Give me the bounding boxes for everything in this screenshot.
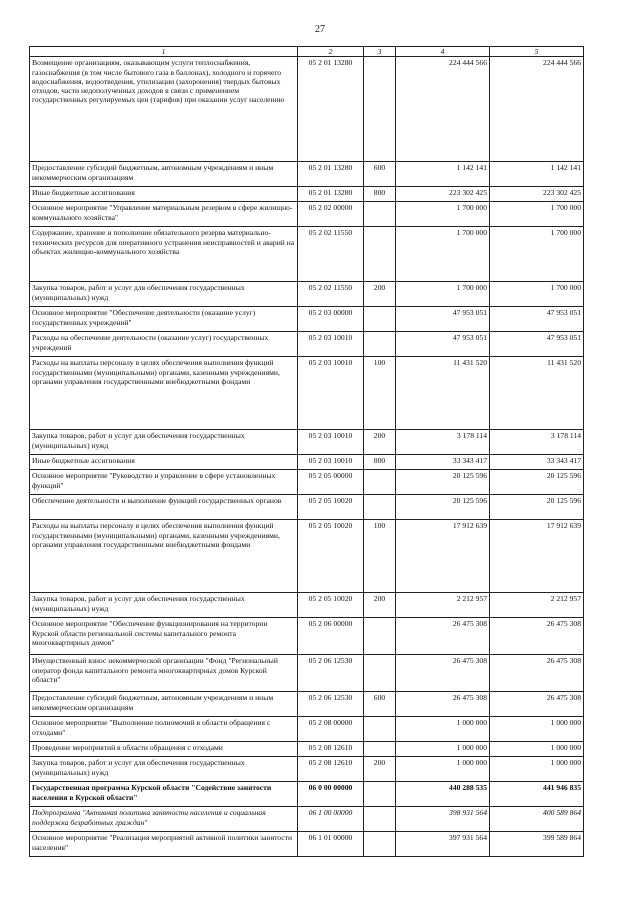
row-name-cell: Закупка товаров, работ и услуг для обеспечения государственных (муниципальных) нужд xyxy=(30,593,298,618)
row-type-cell xyxy=(364,618,396,655)
row-amount-2-cell: 223 302 425 xyxy=(490,187,584,202)
row-amount-1-cell: 397 931 564 xyxy=(396,832,490,857)
table-row xyxy=(30,57,584,162)
row-amount-2-cell: 1 000 000 xyxy=(490,757,584,782)
table-row xyxy=(30,470,584,495)
row-type-cell xyxy=(364,57,396,162)
row-type-cell xyxy=(364,332,396,357)
row-name-cell: Расходы на обеспечение деятельности (оказание услуг) государственных учреждений xyxy=(30,332,298,357)
row-amount-1-cell: 47 953 051 xyxy=(396,307,490,332)
row-type-cell xyxy=(364,807,396,832)
row-code-cell: 05 2 03 10010 xyxy=(298,357,364,430)
row-code-cell: 05 2 06 12530 xyxy=(298,655,364,692)
row-code-cell: 06 0 00 00000 xyxy=(298,782,364,807)
column-header-type: 3 xyxy=(364,47,396,57)
table-row xyxy=(30,832,584,857)
row-type-cell: 200 xyxy=(364,430,396,455)
row-name-cell: Расходы на выплаты персоналу в целях обеспечения выполнения функций государственными (муниципальными) органами, казенными учреждениями, органами управления государственными внебюджетными фондами xyxy=(30,520,298,593)
row-type-cell xyxy=(364,717,396,742)
page-number: 27 xyxy=(315,24,325,35)
row-amount-2-cell: 47 953 051 xyxy=(490,332,584,357)
row-code-cell: 05 2 02 00000 xyxy=(298,202,364,227)
row-name-cell: Основное мероприятие "Обеспечение функционирования на территории Курской области региональной системы капитального ремонта многоквартирных домов" xyxy=(30,618,298,655)
row-type-cell: 100 xyxy=(364,357,396,430)
row-amount-1-cell: 17 912 639 xyxy=(396,520,490,593)
row-name-cell: Расходы на выплаты персоналу в целях обеспечения выполнения функций государственными (муниципальными) органами, казенными учреждениями, органами управления государственными внебюджетными фондами xyxy=(30,357,298,430)
row-code-cell: 05 2 05 10020 xyxy=(298,520,364,593)
row-type-cell: 100 xyxy=(364,520,396,593)
row-code-cell: 05 2 05 10020 xyxy=(298,495,364,520)
row-amount-2-cell: 20 125 596 xyxy=(490,470,584,495)
row-amount-1-cell: 20 125 596 xyxy=(396,495,490,520)
row-amount-1-cell: 33 343 417 xyxy=(396,455,490,470)
row-type-cell: 200 xyxy=(364,757,396,782)
row-amount-1-cell: 26 475 308 xyxy=(396,692,490,717)
column-header-name: 1 xyxy=(30,47,298,57)
row-type-cell xyxy=(364,202,396,227)
row-type-cell: 200 xyxy=(364,593,396,618)
row-type-cell xyxy=(364,307,396,332)
row-amount-2-cell: 1 000 000 xyxy=(490,742,584,757)
row-amount-1-cell: 1 000 000 xyxy=(396,757,490,782)
column-header-amount-1: 4 xyxy=(396,47,490,57)
row-code-cell: 05 2 06 12530 xyxy=(298,692,364,717)
table-row xyxy=(30,782,584,807)
row-code-cell: 06 1 01 00000 xyxy=(298,832,364,857)
table-row xyxy=(30,227,584,282)
row-amount-1-cell: 20 125 596 xyxy=(396,470,490,495)
row-amount-1-cell: 1 000 000 xyxy=(396,742,490,757)
row-name-cell: Закупка товаров, работ и услуг для обеспечения государственных (муниципальных) нужд xyxy=(30,430,298,455)
table-row xyxy=(30,187,584,202)
table-row xyxy=(30,357,584,430)
row-amount-1-cell: 398 931 564 xyxy=(396,807,490,832)
table-row xyxy=(30,807,584,832)
row-type-cell xyxy=(364,470,396,495)
row-amount-1-cell: 47 953 051 xyxy=(396,332,490,357)
row-amount-2-cell: 1 700 000 xyxy=(490,227,584,282)
row-amount-2-cell: 1 000 000 xyxy=(490,717,584,742)
row-name-cell: Возмещение организациям, оказывающим услуги теплоснабжения, газоснабжения (в том числе бытового газа в баллонах), холодного и горячего водоснабжения, водоотведения, утилизации (захоронения) твердых бытовых отходов, части недополученных доходов в связи с применением государственных регулируемых цен (тарифов) при оказании услуг населению xyxy=(30,57,298,162)
row-name-cell: Предоставление субсидий бюджетным, автономным учреждениям и иным некоммерческим организациям xyxy=(30,162,298,187)
row-amount-2-cell: 1 142 141 xyxy=(490,162,584,187)
row-amount-1-cell: 1 000 000 xyxy=(396,717,490,742)
table-row xyxy=(30,162,584,187)
row-code-cell: 05 2 01 13280 xyxy=(298,187,364,202)
row-code-cell: 05 2 01 13280 xyxy=(298,162,364,187)
row-code-cell: 05 2 08 12610 xyxy=(298,757,364,782)
column-header-code: 2 xyxy=(298,47,364,57)
row-code-cell: 05 2 08 12610 xyxy=(298,742,364,757)
row-name-cell: Основное мероприятие "Выполнение полномочий в области обращения с отходами" xyxy=(30,717,298,742)
row-name-cell: Основное мероприятие "Руководство и управление в сфере установленных функций" xyxy=(30,470,298,495)
table-header-row xyxy=(30,47,584,57)
row-amount-1-cell: 223 302 425 xyxy=(396,187,490,202)
row-name-cell: Основное мероприятие "Реализация мероприятий активной политики занятости населения" xyxy=(30,832,298,857)
row-type-cell: 800 xyxy=(364,455,396,470)
row-amount-1-cell: 3 178 114 xyxy=(396,430,490,455)
row-amount-2-cell: 1 700 000 xyxy=(490,202,584,227)
row-name-cell: Закупка товаров, работ и услуг для обеспечения государственных (муниципальных) нужд xyxy=(30,757,298,782)
row-amount-1-cell: 1 700 000 xyxy=(396,227,490,282)
row-amount-1-cell: 2 212 957 xyxy=(396,593,490,618)
row-name-cell: Основное мероприятие "Обеспечение деятельности (оказание услуг) государственных учреждений" xyxy=(30,307,298,332)
table-row xyxy=(30,742,584,757)
row-type-cell xyxy=(364,782,396,807)
row-type-cell xyxy=(364,832,396,857)
row-name-cell: Обеспечение деятельности и выполнение функций государственных органов xyxy=(30,495,298,520)
table-row xyxy=(30,430,584,455)
row-amount-2-cell: 17 912 639 xyxy=(490,520,584,593)
row-amount-2-cell: 3 178 114 xyxy=(490,430,584,455)
row-code-cell: 05 2 03 10010 xyxy=(298,430,364,455)
row-name-cell: Имущественный взнос некоммерческой организации "Фонд "Региональный оператор фонда капитального ремонта многоквартирных домов Курской области" xyxy=(30,655,298,692)
row-code-cell: 05 2 02 11550 xyxy=(298,282,364,307)
row-code-cell: 05 2 01 13280 xyxy=(298,57,364,162)
row-amount-2-cell: 26 475 308 xyxy=(490,655,584,692)
table-row xyxy=(30,202,584,227)
table-body xyxy=(30,57,584,857)
row-amount-2-cell: 224 444 566 xyxy=(490,57,584,162)
row-amount-1-cell: 1 700 000 xyxy=(396,202,490,227)
row-amount-1-cell: 1 142 141 xyxy=(396,162,490,187)
row-type-cell xyxy=(364,655,396,692)
row-amount-2-cell: 47 953 051 xyxy=(490,307,584,332)
row-type-cell xyxy=(364,495,396,520)
row-name-cell: Закупка товаров, работ и услуг для обеспечения государственных (муниципальных) нужд xyxy=(30,282,298,307)
row-code-cell: 05 2 03 10010 xyxy=(298,455,364,470)
row-type-cell xyxy=(364,227,396,282)
row-amount-2-cell: 26 475 308 xyxy=(490,618,584,655)
row-type-cell xyxy=(364,742,396,757)
row-code-cell: 05 2 08 00000 xyxy=(298,717,364,742)
row-name-cell: Содержание, хранение и пополнение обязательного резерва материально-технических ресурсов для оперативного устранения неисправностей и аварий на объектах жилищно-коммунального хозяйства xyxy=(30,227,298,282)
row-amount-2-cell: 33 343 417 xyxy=(490,455,584,470)
table-row xyxy=(30,282,584,307)
row-amount-2-cell: 1 700 000 xyxy=(490,282,584,307)
row-amount-2-cell: 400 589 864 xyxy=(490,807,584,832)
budget-table xyxy=(29,46,584,857)
table-row xyxy=(30,332,584,357)
row-amount-2-cell: 399 589 864 xyxy=(490,832,584,857)
row-amount-2-cell: 2 212 957 xyxy=(490,593,584,618)
row-name-cell: Подпрограмма "Активная политика занятости населения и социальная поддержка безработных граждан" xyxy=(30,807,298,832)
table-row xyxy=(30,655,584,692)
row-type-cell: 600 xyxy=(364,162,396,187)
table-row xyxy=(30,692,584,717)
table-row xyxy=(30,757,584,782)
row-amount-2-cell: 11 431 520 xyxy=(490,357,584,430)
row-name-cell: Основное мероприятие "Управление материальным резервом в сфере жилищно-коммунального хозяйства" xyxy=(30,202,298,227)
row-amount-2-cell: 441 946 835 xyxy=(490,782,584,807)
row-code-cell: 05 2 05 10020 xyxy=(298,593,364,618)
row-amount-2-cell: 26 475 308 xyxy=(490,692,584,717)
column-header-amount-2: 5 xyxy=(490,47,584,57)
table-row xyxy=(30,520,584,593)
row-code-cell: 05 2 05 00000 xyxy=(298,470,364,495)
row-type-cell: 600 xyxy=(364,692,396,717)
row-name-cell: Иные бюджетные ассигнования xyxy=(30,187,298,202)
row-amount-2-cell: 20 125 596 xyxy=(490,495,584,520)
row-amount-1-cell: 11 431 520 xyxy=(396,357,490,430)
row-amount-1-cell: 224 444 566 xyxy=(396,57,490,162)
row-code-cell: 05 2 02 11550 xyxy=(298,227,364,282)
row-name-cell: Государственная программа Курской области "Содействие занятости населения в Курской области" xyxy=(30,782,298,807)
row-code-cell: 05 2 03 00000 xyxy=(298,307,364,332)
table-row xyxy=(30,717,584,742)
table-row xyxy=(30,495,584,520)
row-type-cell: 200 xyxy=(364,282,396,307)
row-code-cell: 05 2 06 00000 xyxy=(298,618,364,655)
table-row xyxy=(30,307,584,332)
row-amount-1-cell: 26 475 308 xyxy=(396,655,490,692)
table-row xyxy=(30,593,584,618)
row-type-cell: 800 xyxy=(364,187,396,202)
row-name-cell: Иные бюджетные ассигнования xyxy=(30,455,298,470)
row-name-cell: Проведение мероприятий в области обращения с отходами xyxy=(30,742,298,757)
table-row xyxy=(30,455,584,470)
row-name-cell: Предоставление субсидий бюджетным, автономным учреждениям и иным некоммерческим организациям xyxy=(30,692,298,717)
table-row xyxy=(30,618,584,655)
row-amount-1-cell: 1 700 000 xyxy=(396,282,490,307)
row-code-cell: 06 1 00 00000 xyxy=(298,807,364,832)
row-amount-1-cell: 440 288 535 xyxy=(396,782,490,807)
row-code-cell: 05 2 03 10010 xyxy=(298,332,364,357)
row-amount-1-cell: 26 475 308 xyxy=(396,618,490,655)
